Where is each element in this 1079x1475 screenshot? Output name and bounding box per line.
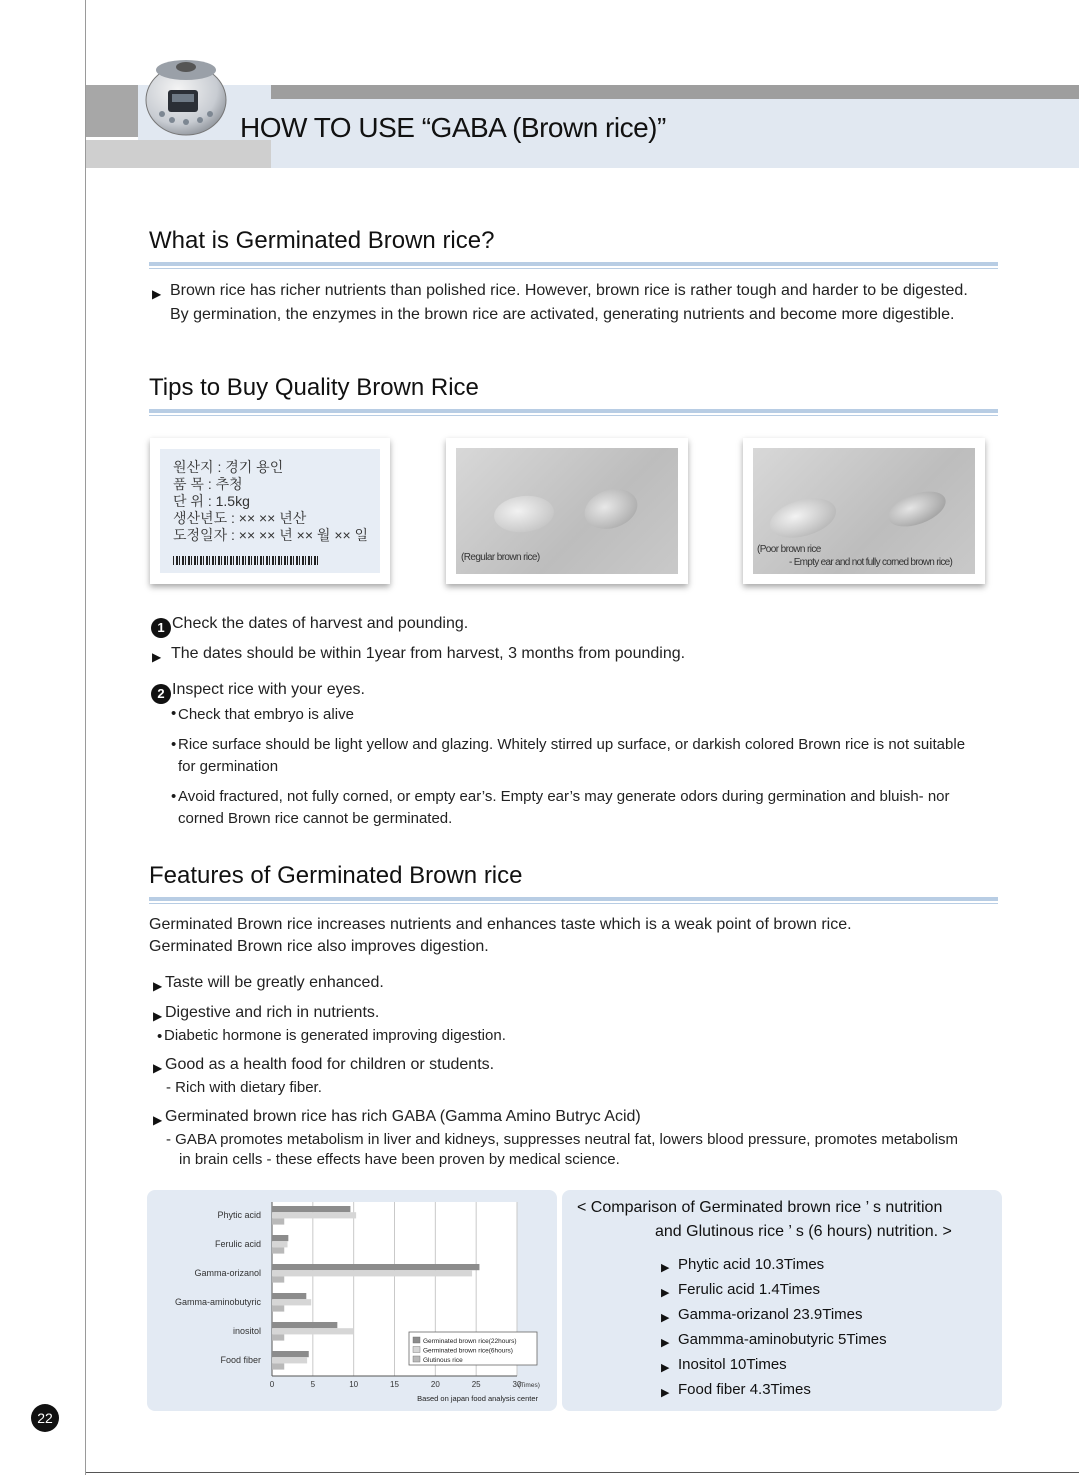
label-line: 도정일자 : ×× ×× 년 ×× 월 ×× 일	[173, 527, 369, 543]
arrow-bullet-icon: ▶	[153, 1009, 163, 1023]
section-rule-thin	[149, 903, 998, 904]
comparison-item: Inositol 10Times	[678, 1356, 787, 1373]
chart-bar	[272, 1235, 288, 1241]
arrow-bullet-icon: ▶	[661, 1387, 670, 1399]
x-tick-label: 15	[390, 1380, 399, 1389]
chart-bar	[272, 1334, 284, 1340]
header-top-grey-band	[271, 85, 1079, 99]
inspect-bullet-cont: for germination	[178, 758, 279, 775]
chart-bar	[272, 1305, 284, 1311]
header-lower-grey-band	[86, 140, 271, 168]
rice-cooker-icon	[138, 48, 234, 138]
arrow-bullet-icon: ▶	[661, 1362, 670, 1374]
step-heading: Inspect rice with your eyes.	[172, 681, 365, 698]
x-tick-label: 25	[471, 1380, 481, 1389]
section-title-features: Features of Germinated Brown rice	[149, 862, 523, 889]
label-line: 단 위 : 1.5kg	[173, 493, 250, 509]
legend-label: Glutinous rice	[423, 1357, 463, 1364]
chart-bar	[272, 1212, 356, 1218]
poor-rice-image	[753, 448, 975, 574]
arrow-bullet-icon: ▶	[152, 650, 162, 664]
rice-label-box	[160, 449, 380, 573]
section-rule	[149, 897, 998, 901]
category-label: Ferulic acid	[214, 1239, 261, 1249]
features-intro: Germinated Brown rice increases nutrients and enhances taste which is a weak point of brown rice.	[149, 916, 852, 933]
inspect-bullet: Check that embryo is alive	[178, 706, 354, 723]
comparison-item: Phytic acid 10.3Times	[678, 1256, 825, 1273]
feature-item: Digestive and rich in nutrients.	[165, 1004, 380, 1021]
legend-swatch	[413, 1347, 420, 1353]
feature-subitem: Diabetic hormone is generated improving digestion.	[164, 1027, 506, 1044]
category-label: Gamma-aminobutyric	[174, 1297, 261, 1307]
comparison-title: < Comparison of Germinated brown rice ’ s nutrition	[577, 1199, 943, 1216]
paragraph-line: Brown rice has richer nutrients than polished rice. However, brown rice is rather tough and harder to be digested.	[170, 282, 968, 299]
comparison-item: Gammma-aminobutyric 5Times	[678, 1331, 887, 1348]
x-tick-label: 0	[269, 1380, 275, 1389]
arrow-bullet-icon: ▶	[661, 1337, 670, 1349]
x-unit-label: (Times)	[518, 1382, 540, 1389]
dot-bullet-icon: •	[171, 736, 177, 753]
page-title: HOW TO USE “GABA (Brown rice)”	[240, 112, 666, 143]
page-number-badge: 22	[31, 1404, 59, 1432]
category-label: Phytic acid	[217, 1210, 261, 1220]
nutrition-bar-chart	[147, 1190, 557, 1411]
chart-bar	[272, 1293, 306, 1299]
feature-item: Germinated brown rice has rich GABA (Gamma Amino Butryc Acid)	[165, 1108, 641, 1125]
legend-label: Germinated brown rice(22hours)	[423, 1338, 517, 1345]
section-title-tips: Tips to Buy Quality Brown Rice	[149, 374, 479, 401]
chart-bar	[272, 1322, 337, 1328]
category-label: Food fiber	[220, 1355, 261, 1365]
inspect-bullet-cont: corned Brown rice cannot be germinated.	[178, 810, 453, 827]
feature-subitem: in brain cells - these effects have been proven by medical science.	[179, 1151, 620, 1168]
arrow-bullet-icon: ▶	[153, 1061, 163, 1075]
section-rule	[149, 262, 998, 266]
regular-rice-image	[456, 448, 678, 574]
comparison-item: Food fiber 4.3Times	[678, 1381, 811, 1398]
comparison-item: Ferulic acid 1.4Times	[678, 1281, 820, 1298]
arrow-bullet-icon: ▶	[152, 287, 162, 301]
label-line: 생산년도 : ×× ×× 년산	[173, 510, 307, 526]
x-tick-label: 20	[430, 1380, 440, 1389]
feature-item: Good as a health food for children or students.	[165, 1056, 495, 1073]
feature-item: Taste will be greatly enhanced.	[165, 974, 384, 991]
x-tick-label: 30	[512, 1380, 522, 1389]
header-grey-block	[86, 85, 138, 137]
nutrition-chart-panel	[147, 1190, 557, 1411]
label-line: 원산지 : 경기 용인	[173, 459, 284, 475]
category-label: inositol	[232, 1326, 261, 1336]
section-rule-thin	[149, 268, 998, 269]
paragraph-line: By germination, the enzymes in the brown rice are activated, generating nutrients and become more digestible.	[170, 306, 955, 323]
x-tick-label: 5	[310, 1380, 316, 1389]
label-line: 품 목 : 추청	[173, 476, 243, 492]
comparison-item: Gamma-orizanol 23.9Times	[678, 1306, 863, 1323]
arrow-bullet-icon: ▶	[661, 1262, 670, 1274]
photo-caption: - Empty ear and not fully corned brown rice)	[789, 557, 953, 568]
chart-source-note: Based on japan food analysis center	[417, 1394, 538, 1403]
dot-bullet-icon: •	[171, 705, 177, 722]
chart-bar	[272, 1299, 311, 1305]
section-rule-thin	[149, 415, 998, 416]
category-label: Gamma-orizanol	[194, 1268, 261, 1278]
left-margin-line	[85, 0, 86, 1475]
step-number-2: 2	[151, 684, 171, 704]
chart-bar	[272, 1357, 307, 1363]
feature-subitem: - Rich with dietary fiber.	[166, 1079, 322, 1096]
arrow-bullet-icon: ▶	[661, 1312, 670, 1324]
chart-bar	[272, 1328, 354, 1334]
x-tick-label: 10	[349, 1380, 359, 1389]
photo-caption: (Regular brown rice)	[461, 552, 540, 563]
inspect-bullet: Rice surface should be light yellow and glazing. Whitely stirred up surface, or darkish colored Brown rice is not suitable	[178, 736, 966, 753]
dot-bullet-icon: •	[171, 788, 177, 805]
feature-subitem: - GABA promotes metabolism in liver and kidneys, suppresses neutral fat, lowers blood pressure, promotes metabolism	[166, 1131, 959, 1148]
chart-bar	[272, 1276, 284, 1282]
arrow-bullet-icon: ▶	[153, 1113, 163, 1127]
arrow-bullet-icon: ▶	[661, 1287, 670, 1299]
step-heading: Check the dates of harvest and pounding.	[172, 615, 469, 632]
page-bottom-line	[86, 1472, 1079, 1473]
chart-bar	[272, 1351, 309, 1357]
legend-swatch	[413, 1337, 420, 1343]
step-number-1: 1	[151, 618, 171, 638]
chart-bar	[272, 1247, 284, 1253]
section-rule	[149, 409, 998, 413]
dot-bullet-icon: •	[157, 1028, 163, 1045]
inspect-bullet: Avoid fractured, not fully corned, or empty ear’s. Empty ear’s may generate odors during germination and bluish- nor	[178, 788, 950, 805]
chart-bar	[272, 1218, 284, 1224]
chart-bar	[272, 1270, 472, 1276]
legend-swatch	[413, 1356, 420, 1362]
chart-bar	[272, 1264, 479, 1270]
section-title-germinated: What is Germinated Brown rice?	[149, 227, 495, 254]
chart-bar	[272, 1241, 288, 1247]
features-intro: Germinated Brown rice also improves digestion.	[149, 938, 489, 955]
arrow-bullet-icon: ▶	[153, 979, 163, 993]
step-detail: The dates should be within 1year from harvest, 3 months from pounding.	[171, 645, 686, 662]
comparison-title: and Glutinous rice ’ s (6 hours) nutrition. >	[655, 1223, 952, 1240]
legend-label: Germinated brown rice(6hours)	[423, 1347, 513, 1355]
photo-caption: (Poor brown rice	[757, 544, 821, 555]
chart-bar	[272, 1206, 350, 1212]
chart-bar	[272, 1363, 284, 1369]
comparison-panel	[562, 1190, 1002, 1411]
barcode-icon	[173, 556, 318, 565]
